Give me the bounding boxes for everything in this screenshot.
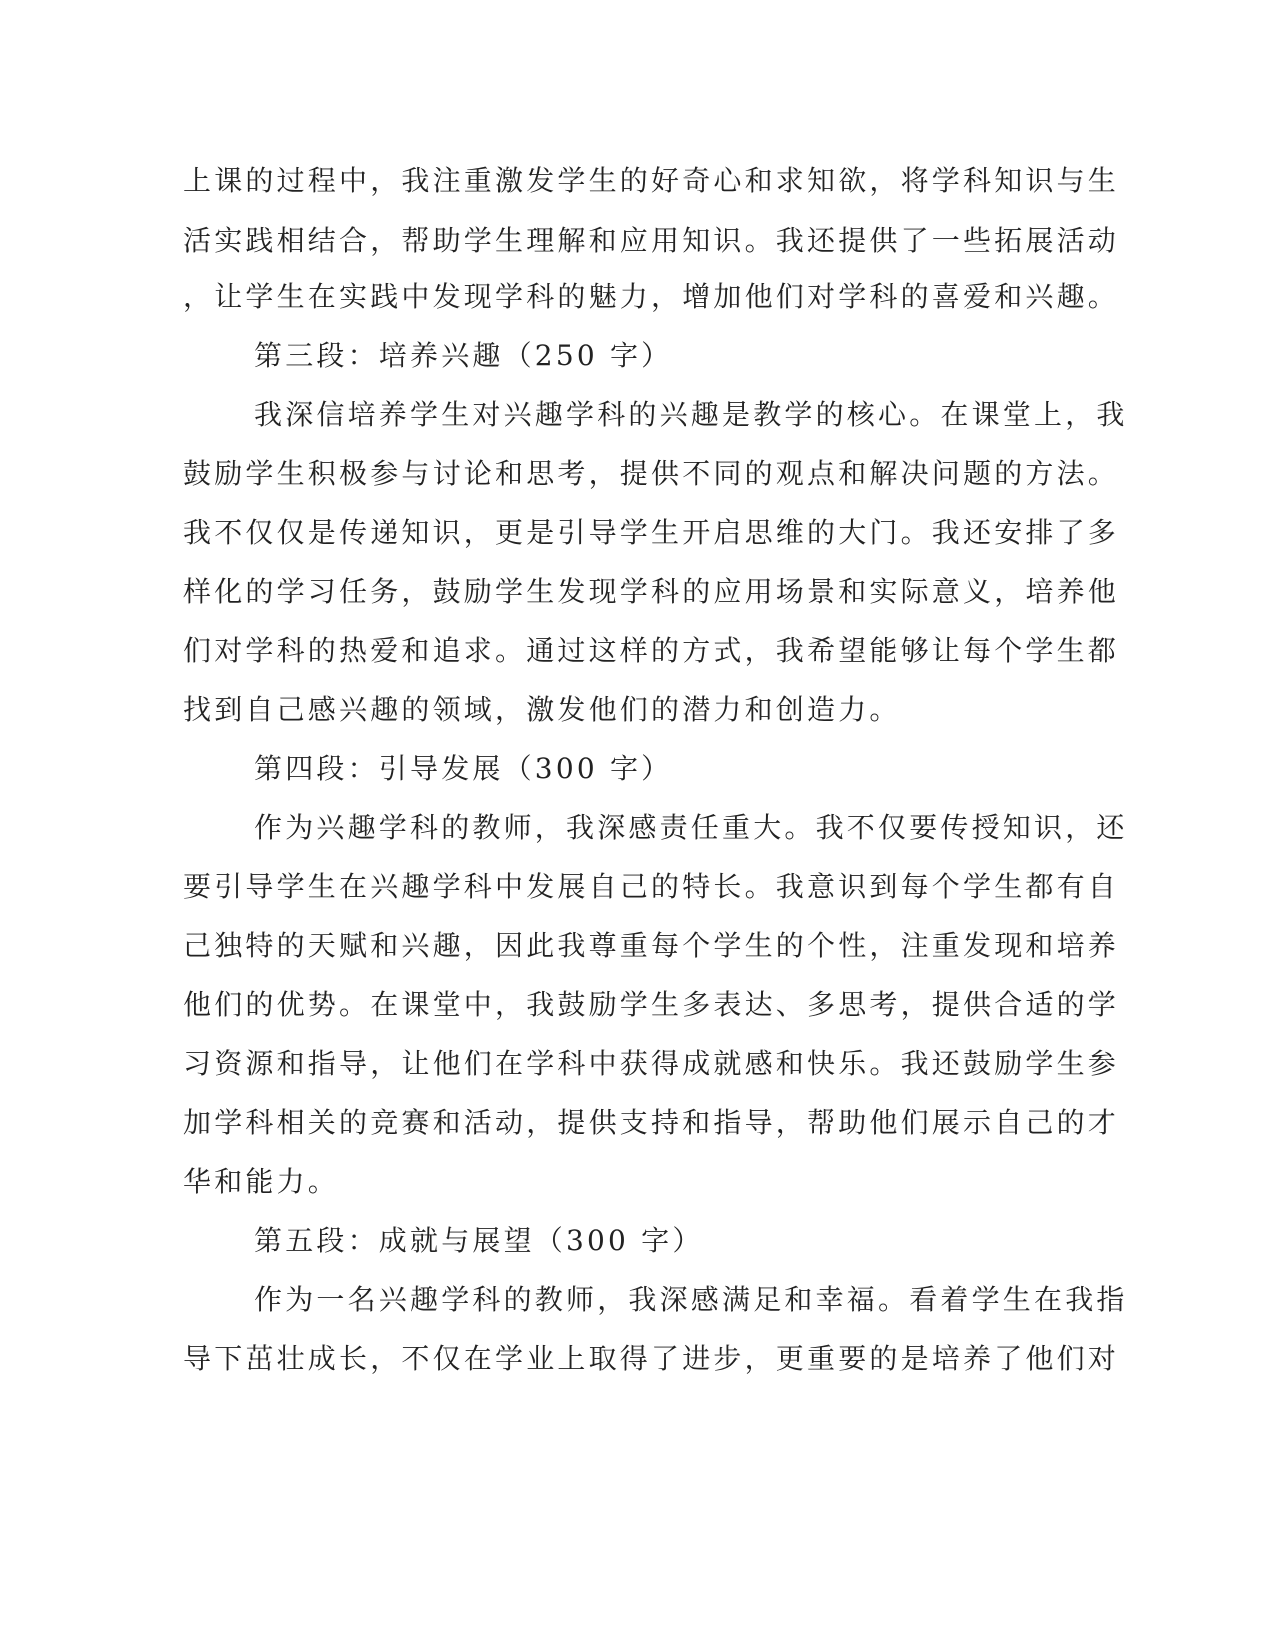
paragraph-line: 们对学科的热爱和追求。通过这样的方式，我希望能够让每个学生都 [183, 634, 1120, 667]
section-heading: 第五段：成就与展望（300 字） [254, 1224, 704, 1257]
section-heading: 第四段：引导发展（300 字） [254, 752, 673, 785]
paragraph-line: 活实践相结合，帮助学生理解和应用知识。我还提供了一些拓展活动 [183, 224, 1120, 257]
paragraph-line: 习资源和指导，让他们在学科中获得成就感和快乐。我还鼓励学生参 [183, 1047, 1120, 1080]
paragraph-line: 己独特的天赋和兴趣，因此我尊重每个学生的个性，注重发现和培养 [183, 929, 1120, 962]
paragraph-line: ，让学生在实践中发现学科的魅力，增加他们对学科的喜爱和兴趣。 [183, 280, 1120, 313]
paragraph-line: 找到自己感兴趣的领域，激发他们的潜力和创造力。 [183, 693, 901, 726]
paragraph-line: 导下茁壮成长，不仅在学业上取得了进步，更重要的是培养了他们对 [183, 1342, 1120, 1375]
paragraph-line: 作为兴趣学科的教师，我深感责任重大。我不仅要传授知识，还 [254, 811, 1128, 844]
paragraph-line: 我深信培养学生对兴趣学科的兴趣是教学的核心。在课堂上，我 [254, 398, 1128, 431]
paragraph-line: 我不仅仅是传递知识，更是引导学生开启思维的大门。我还安排了多 [183, 516, 1120, 549]
paragraph-line: 要引导学生在兴趣学科中发展自己的特长。我意识到每个学生都有自 [183, 870, 1120, 903]
paragraph-line: 作为一名兴趣学科的教师，我深感满足和幸福。看着学生在我指 [254, 1283, 1128, 1316]
section-heading: 第三段：培养兴趣（250 字） [254, 339, 673, 372]
paragraph-line: 加学科相关的竞赛和活动，提供支持和指导，帮助他们展示自己的才 [183, 1106, 1120, 1139]
paragraph-line: 样化的学习任务，鼓励学生发现学科的应用场景和实际意义，培养他 [183, 575, 1120, 608]
paragraph-line: 鼓励学生积极参与讨论和思考，提供不同的观点和解决问题的方法。 [183, 457, 1120, 490]
paragraph-line: 华和能力。 [183, 1165, 340, 1198]
paragraph-line: 上课的过程中，我注重激发学生的好奇心和求知欲，将学科知识与生 [183, 164, 1120, 197]
paragraph-line: 他们的优势。在课堂中，我鼓励学生多表达、多思考，提供合适的学 [183, 988, 1120, 1021]
